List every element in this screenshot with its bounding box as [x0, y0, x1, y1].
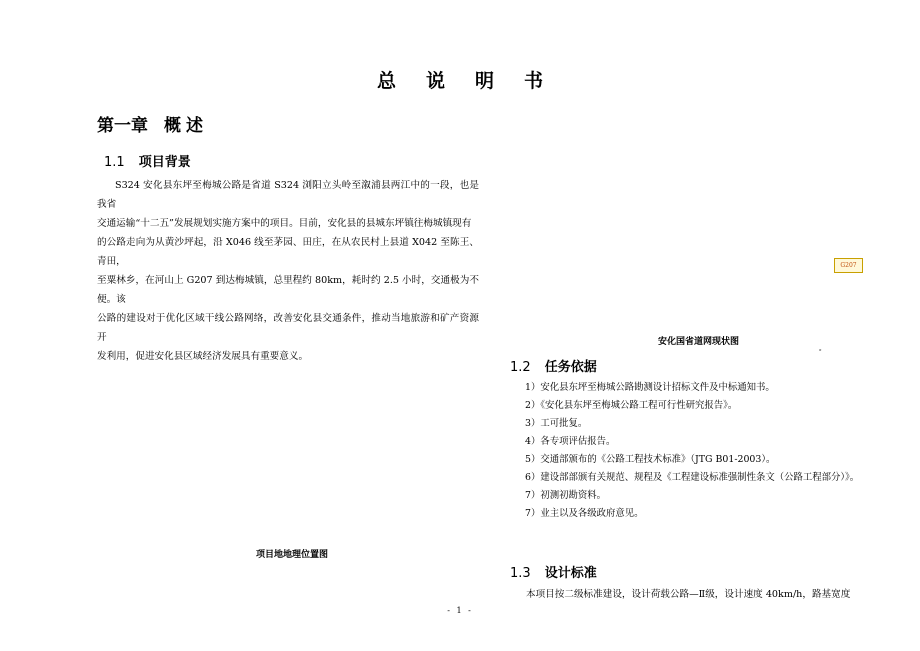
g207-road-label: G207: [834, 258, 863, 273]
paragraph-line: 公路的建设对于优化区域干线公路网络，改善安化县交通条件，推动当地旅游和矿产资源开: [97, 313, 479, 343]
section-heading-1-1: [104, 151, 191, 170]
list-item: 6）建设部部颁有关规范、规程及《工程建设标准强制性条文（公路工程部分）》。: [525, 472, 860, 483]
section-number: 1.1: [104, 155, 125, 170]
section-heading-1-2: [510, 356, 597, 375]
paragraph-line: 的公路走向为从黄沙坪起，沿 X046 线至茅园、田庄，在从农民村上县道 X042 至陈王、青田，: [97, 237, 479, 267]
list-item: 5）交通部颁布的《公路工程技术标准》（JTG B01-2003）。: [525, 454, 776, 465]
page-number: - 1 -: [447, 606, 473, 615]
list-item: 2）《安化县东坪至梅城公路工程可行性研究报告》。: [525, 400, 738, 411]
section-heading-1-3: [510, 562, 597, 581]
section-title: 任务依据: [544, 360, 597, 375]
list-item: 4）各专项评估报告。: [525, 436, 616, 447]
road-network-map-caption: 安化国省道网现状图: [658, 337, 740, 347]
list-item: 7）初测初勘资料。: [525, 490, 606, 501]
paragraph-line: 至粟林乡，在河山上 G207 到达梅城镇，总里程约 80km，耗时约 2.5 小时，交通极为不便。该: [97, 275, 479, 305]
location-map-caption: 项目地地理位置图: [256, 550, 329, 560]
section-title: 设计标准: [544, 566, 597, 581]
paragraph-line: S324 安化县东坪至梅城公路是省道 S324 浏阳立头岭至溆浦县两江中的一段，也是我省: [97, 180, 479, 210]
section-title: 项目背景: [138, 155, 191, 170]
anchor-mark: ᵅ: [819, 348, 822, 355]
section-number: 1.3: [510, 566, 531, 581]
paragraph-line: 交通运输“十二五”发展规划实施方案中的项目。目前，安化县的县城东坪镇往梅城镇现有: [97, 218, 472, 229]
project-background-paragraph: [97, 176, 479, 366]
list-item: 7）业主以及各级政府意见。: [525, 508, 644, 519]
list-item: 3）工可批复。: [525, 418, 588, 429]
chapter-number: 第一章: [97, 116, 148, 136]
section-number: 1.2: [510, 360, 531, 375]
chapter-title: 概述: [164, 116, 208, 136]
design-standard-paragraph: 本项目按二级标准建设，设计荷载公路—Ⅱ级，设计速度 40km/h，路基宽度: [526, 589, 851, 600]
chapter-heading: [97, 111, 208, 136]
paragraph-line: 发利用，促进安化县区域经济发展具有重要意义。: [97, 351, 309, 362]
list-item: 1）安化县东坪至梅城公路勘测设计招标文件及中标通知书。: [525, 382, 775, 393]
task-basis-list: [525, 379, 859, 523]
document-title: 总说明书: [376, 70, 573, 92]
